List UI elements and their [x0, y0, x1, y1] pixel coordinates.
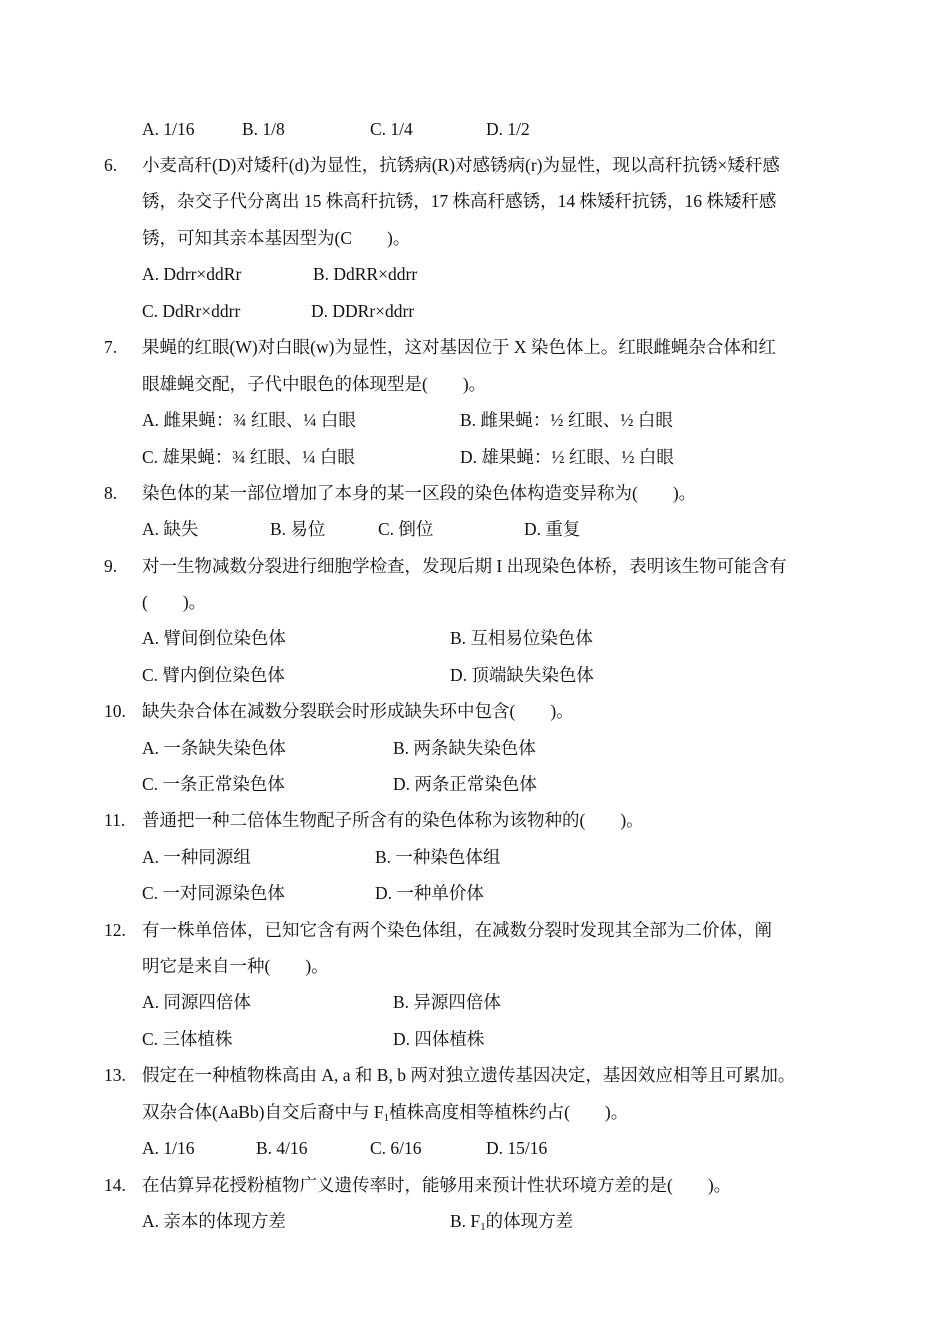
q6-option-c: C. DdRr×ddrr: [142, 301, 241, 321]
q5-option-a: A. 1/16: [142, 119, 195, 139]
q10-number: 10.: [104, 701, 126, 721]
q8-option-d: D. 重复: [524, 519, 581, 539]
q12-number: 12.: [104, 920, 126, 940]
q9-option-c: C. 臂内倒位染色体: [142, 665, 285, 685]
q8-option-a: A. 缺失: [142, 519, 199, 539]
q10-option-a: A. 一条缺失染色体: [142, 738, 286, 758]
q13-option-c: C. 6/16: [370, 1138, 422, 1158]
q13-number: 13.: [104, 1065, 126, 1085]
q10-option-c: C. 一条正常染色体: [142, 774, 285, 794]
q13-option-b: B. 4/16: [256, 1138, 308, 1158]
q7-option-a: A. 雌果蝇：¾ 红眼、¼ 白眼: [142, 410, 356, 430]
q6-stem-line1: 小麦高秆(D)对矮秆(d)为显性，抗锈病(R)对感锈病(r)为显性，现以高秆抗锈×矮秆感: [142, 155, 780, 175]
q9-number: 9.: [104, 556, 118, 576]
q10-option-b: B. 两条缺失染色体: [393, 738, 536, 758]
q8-stem-line1: 染色体的某一部位增加了本身的某一区段的染色体构造变异称为( )。: [142, 483, 697, 503]
q7-stem-line2: 眼雄蝇交配，子代中眼色的体现型是( )。: [142, 374, 487, 394]
q5-option-c: C. 1/4: [370, 119, 413, 139]
q12-stem-line2: 明它是来自一种( )。: [142, 956, 329, 976]
q13-option-d: D. 15/16: [486, 1138, 548, 1158]
q9-option-a: A. 臂间倒位染色体: [142, 628, 286, 648]
q13-f1-subscript: 1: [383, 1112, 390, 1124]
q13-stem-line2-post: 植株高度相等植株约占( )。: [389, 1102, 629, 1122]
q14-f1-subscript: 1: [480, 1221, 486, 1233]
q14-option-a: A. 亲本的体现方差: [142, 1211, 286, 1231]
q6-number: 6.: [104, 155, 118, 175]
q9-option-d: D. 顶端缺失染色体: [450, 665, 594, 685]
q7-option-b: B. 雌果蝇：½ 红眼、½ 白眼: [460, 410, 673, 430]
q12-option-d: D. 四体植株: [393, 1029, 485, 1049]
q5-option-d: D. 1/2: [486, 119, 530, 139]
q14-stem-line1: 在估算异花授粉植物广义遗传率时，能够用来预计性状环境方差的是( )。: [142, 1175, 732, 1195]
q13-option-a: A. 1/16: [142, 1138, 195, 1158]
q12-stem-line1: 有一株单倍体，已知它含有两个染色体组，在减数分裂时发现其全部为二价体，阐: [142, 920, 772, 940]
q14-option-b-post: 的体现方差: [485, 1211, 574, 1231]
q9-stem-line2: ( )。: [142, 592, 207, 612]
q11-option-d: D. 一种单价体: [375, 883, 484, 903]
q14-option-b: [450, 1210, 573, 1232]
q12-option-b: B. 异源四倍体: [393, 992, 501, 1012]
q12-option-a: A. 同源四倍体: [142, 992, 251, 1012]
q7-option-d: D. 雄果蝇：½ 红眼、½ 白眼: [460, 447, 674, 467]
q6-stem-line2: 锈，杂交子代分离出 15 株高秆抗锈，17 株高秆感锈，14 株矮秆抗锈，16 株矮秆感: [142, 191, 777, 211]
q7-option-c: C. 雄果蝇：¾ 红眼、¼ 白眼: [142, 447, 355, 467]
q14-option-b-pre: B. F: [450, 1211, 481, 1231]
q13-stem-line2-pre: 双杂合体(AaBb)自交后裔中与 F: [142, 1102, 384, 1122]
q5-option-b: B. 1/8: [242, 119, 285, 139]
q6-option-a: A. Ddrr×ddRr: [142, 264, 242, 284]
q10-stem-line1: 缺失杂合体在减数分裂联会时形成缺失环中包含( )。: [142, 701, 574, 721]
q11-option-b: B. 一种染色体组: [375, 847, 501, 867]
q13-stem-line1: 假定在一种植物株高由 A, a 和 B, b 两对独立遗传基因决定，基因效应相等且可累加。: [142, 1065, 796, 1085]
q8-option-b: B. 易位: [270, 519, 326, 539]
q10-option-d: D. 两条正常染色体: [393, 774, 537, 794]
q11-stem-line1: 普通把一种二倍体生物配子所含有的染色体称为该物种的( )。: [142, 810, 644, 830]
q14-number: 14.: [104, 1175, 126, 1195]
q6-option-b: B. DdRR×ddrr: [313, 264, 418, 284]
q8-number: 8.: [104, 483, 118, 503]
q11-option-a: A. 一种同源组: [142, 847, 251, 867]
q9-stem-line1: 对一生物减数分裂进行细胞学检查，发现后期 I 出现染色体桥，表明该生物可能含有: [142, 556, 787, 576]
q6-option-d: D. DDRr×ddrr: [311, 301, 415, 321]
q7-stem-line1: 果蝇的红眼(W)对白眼(w)为显性，这对基因位于 X 染色体上。红眼雌蝇杂合体和红: [142, 337, 776, 357]
q7-number: 7.: [104, 337, 118, 357]
q9-option-b: B. 互相易位染色体: [450, 628, 593, 648]
q8-option-c: C. 倒位: [378, 519, 434, 539]
q12-option-c: C. 三体植株: [142, 1029, 233, 1049]
q6-stem-line3: 锈，可知其亲本基因型为(C )。: [142, 228, 411, 248]
q11-number: 11.: [104, 810, 126, 830]
q13-stem-line2: [142, 1101, 628, 1123]
q11-option-c: C. 一对同源染色体: [142, 883, 285, 903]
